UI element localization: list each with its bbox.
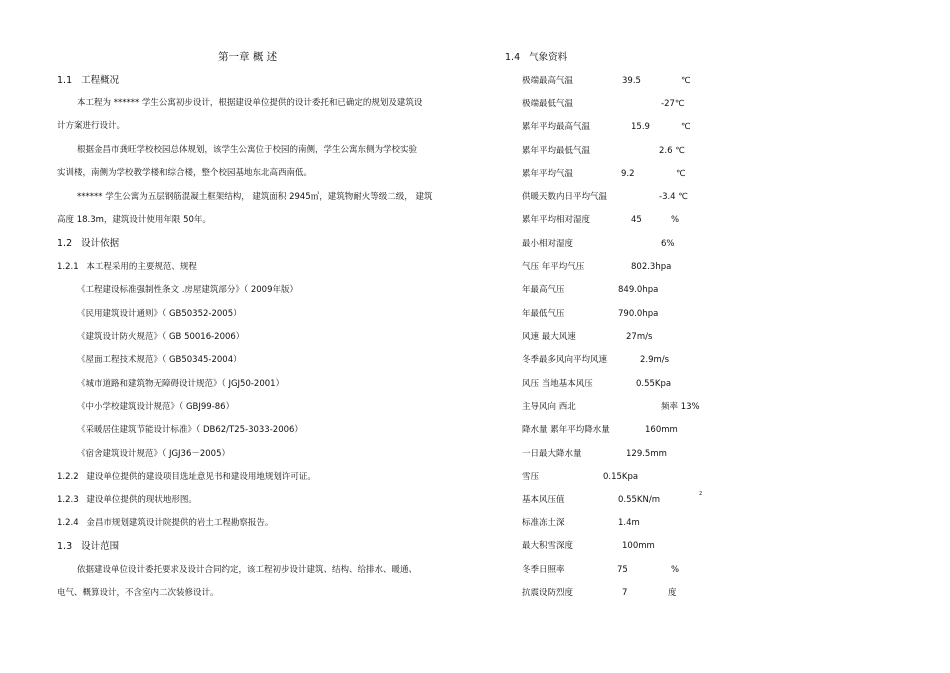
weather-value: 790.0hpa (618, 309, 659, 319)
weather-value: 160mm (645, 425, 678, 435)
paragraph-line: 依据建设单位设计委托要求及设计合同约定，该工程初步设计建筑、结构、给排水、暖通、 (77, 565, 418, 575)
weather-value: 27m/s (626, 332, 653, 342)
weather-value: 849.0hpa (618, 285, 659, 295)
weather-unit: ℃ (681, 76, 691, 86)
weather-label: 极端最低气温 (522, 99, 574, 109)
code-item: 《采暖居住建筑节能设计标准》（ DB62/T25-3033-2006） (77, 425, 303, 435)
weather-value: 2.6 ℃ (659, 146, 685, 156)
weather-label: 雪压 (522, 472, 540, 482)
weather-label: 最小相对湿度 (522, 239, 574, 249)
weather-value: 100mm (622, 541, 655, 551)
weather-label: 累年平均最低气温 (522, 146, 591, 156)
subsection-1-2-3 (57, 496, 197, 505)
subsection-number: 1.2.1 (57, 262, 79, 272)
subsection-number: 1.2.4 (57, 518, 79, 528)
subsection-text: 本工程采用的主要规范、规程 (86, 262, 197, 272)
weather-unit: % (671, 565, 680, 575)
weather-label: 降水量 累年平均降水量 (522, 425, 610, 435)
weather-unit: 度 (668, 588, 677, 598)
subsection-number: 1.2.2 (57, 472, 79, 482)
chapter-title: 第一章 概 述 (218, 51, 278, 63)
weather-label: 累年平均气温 (522, 169, 574, 179)
subsection-number: 1.2.3 (57, 495, 79, 505)
section-title: 气象资料 (529, 52, 568, 63)
weather-label: 标准冻土深 (522, 518, 565, 528)
weather-unit: % (671, 215, 680, 225)
paragraph-line: 根据金昌市龚旺学校校园总体规划，该学生公寓位于校园的南侧，学生公寓东侧为学校实验 (77, 145, 418, 155)
paragraph-line: 电气、概算设计，不含室内二次装修设计。 (57, 588, 219, 598)
section-1-4-heading (505, 53, 567, 63)
code-item: 《工程建设标准强制性条文 .房屋建筑部分》（ 2009年版） (77, 285, 298, 295)
section-1-2-heading (57, 239, 119, 249)
subsection-1-2-1 (57, 263, 197, 272)
subsection-1-2-4 (57, 519, 273, 528)
weather-label: 累年平均最高气温 (522, 122, 591, 132)
weather-unit: ℃ (681, 122, 691, 132)
subsection-text: 建设单位提供的现状地形图。 (86, 495, 197, 505)
weather-label: 抗震设防烈度 (522, 588, 574, 598)
section-title: 设计范围 (81, 541, 120, 552)
section-1-1-heading (57, 76, 119, 86)
weather-label: 供暖天数内日平均气温 (522, 192, 608, 202)
weather-label: 冬季最多风向平均风速 (522, 355, 608, 365)
weather-unit: 频率 13% (661, 402, 700, 412)
subsection-1-2-2 (57, 473, 316, 482)
code-item: 《民用建筑设计通则》（ GB50352-2005） (77, 309, 242, 319)
weather-label: 冬季日照率 (522, 565, 565, 575)
weather-label: 气压 年平均气压 (522, 262, 585, 272)
weather-value: 7 (622, 588, 628, 598)
code-item: 《宿舍建筑设计规范》（ JGJ36－2005） (77, 449, 231, 459)
weather-value: 39.5 (622, 76, 641, 86)
weather-value: 0.55Kpa (636, 379, 672, 389)
weather-label: 年最低气压 (522, 309, 565, 319)
weather-label: 最大积雪深度 (522, 541, 574, 551)
weather-value: 9.2 (621, 169, 635, 179)
weather-label: 年最高气压 (522, 285, 565, 295)
weather-label: 极端最高气温 (522, 76, 574, 86)
paragraph-line: 计方案进行设计。 (57, 121, 126, 131)
weather-label: 风速 最大风速 (522, 332, 576, 342)
weather-value: -27℃ (661, 99, 685, 109)
section-1-3-heading (57, 542, 119, 552)
section-number: 1.1 (57, 75, 73, 86)
weather-value: 129.5mm (626, 449, 667, 459)
paragraph-line: 本工程为 ****** 学生公寓初步设计，根据建设单位提供的设计委托和已确定的规划及建筑设 (77, 98, 423, 108)
weather-label: 一日最大降水量 (522, 449, 582, 459)
paragraph-line: 高度 18.3m，建筑设计使用年限 50年。 (57, 215, 211, 225)
weather-label: 风压 当地基本风压 (522, 379, 593, 389)
section-number: 1.3 (57, 541, 73, 552)
weather-label: 基本风压值 (522, 495, 565, 505)
superscript: 2 (699, 491, 703, 497)
code-item: 《城市道路和建筑物无障碍设计规范》（ JGJ50-2001） (77, 379, 285, 389)
weather-value: -3.4 ℃ (659, 192, 688, 202)
weather-value: 45 (631, 215, 642, 225)
code-item: 《中小学校建筑设计规范》（ GBJ99-86） (77, 402, 235, 412)
weather-value: 6% (661, 239, 675, 249)
section-title: 设计依据 (81, 238, 120, 249)
weather-label: 主导风向 西北 (522, 402, 576, 412)
weather-value: 15.9 (631, 122, 650, 132)
section-title: 工程概况 (81, 75, 120, 86)
section-number: 1.4 (505, 52, 521, 63)
weather-unit: ℃ (676, 169, 686, 179)
weather-label: 累年平均相对湿度 (522, 215, 591, 225)
code-item: 《建筑设计防火规范》（ GB 50016-2006） (77, 332, 245, 342)
subsection-text: 金昌市规划建筑设计院提供的岩土工程勘察报告。 (86, 518, 274, 528)
section-number: 1.2 (57, 238, 73, 249)
paragraph-line: ****** 学生公寓为五层钢筋混凝土框架结构， 建筑面积 2945㎡，建筑物耐火等级二级， 建筑 (77, 192, 433, 202)
code-item: 《屋面工程技术规范》（ GB50345-2004） (77, 355, 242, 365)
weather-value: 0.15Kpa (603, 472, 639, 482)
paragraph-line: 实训楼，南侧为学校教学楼和综合楼，整个校园基地东北高西南低。 (57, 168, 313, 178)
weather-value: 2.9m/s (640, 355, 670, 365)
weather-value: 75 (617, 565, 628, 575)
weather-value: 802.3hpa (631, 262, 672, 272)
subsection-text: 建设单位提供的建设项目选址意见书和建设用地规划许可证。 (86, 472, 316, 482)
weather-value: 1.4m (618, 518, 640, 528)
weather-value: 0.55KN/m (618, 495, 661, 505)
